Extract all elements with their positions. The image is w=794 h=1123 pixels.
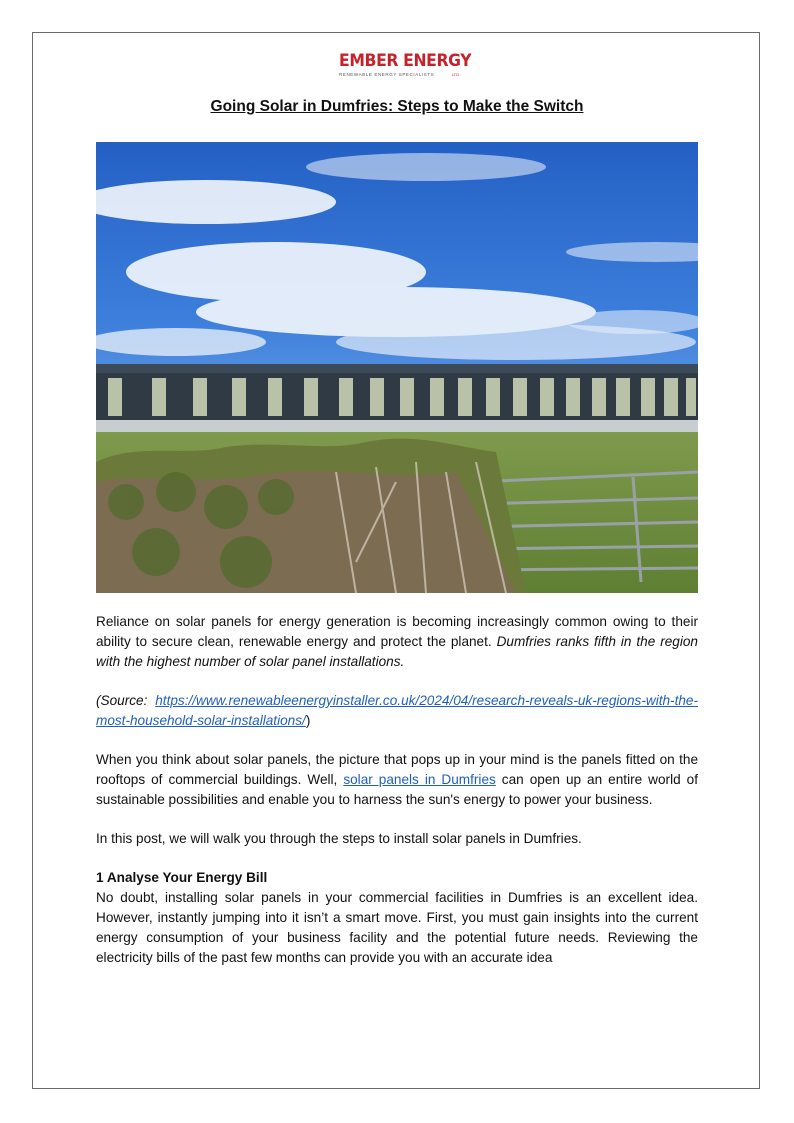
- section-one-text: No doubt, installing solar panels in your commercial facilities in Dumfries is an excellent idea. However, instantly jumping into it isn’t a smart move. First, you must gain insights into the current energy consumption of your business facility and the potential future needs. Reviewing the electricity bills of the past few months can provide you with an accurate idea: [96, 890, 698, 965]
- solar-panels-link[interactable]: solar panels in Dumfries: [343, 772, 496, 787]
- solar-barn-photo: [96, 142, 698, 593]
- hero-image: [96, 142, 698, 593]
- ember-energy-logo[interactable]: [337, 50, 472, 86]
- paragraph-two: When you think about solar panels, the picture that pops up in your mind is the panels fitted on the rooftops of commercial buildings. Well, solar panels in Dumfries can open up an entire world of sustainable possibilities and enable you to harness the sun's energy to power your business.: [96, 752, 698, 807]
- source-paragraph: (Source: https://www.renewableenergyinstaller.co.uk/2024/04/research-reveals-uk-regions-with-the-most-household-solar-installations/): [96, 693, 698, 728]
- article-body: [96, 612, 698, 968]
- logo-suffix: LTD: [451, 72, 459, 77]
- source-link[interactable]: https://www.renewableenergyinstaller.co.uk/2024/04/research-reveals-uk-regions-with-the-most-household-solar-installations/: [96, 693, 698, 728]
- logo-name: EMBER ENERGY: [339, 51, 472, 71]
- intro-emphasis: Dumfries ranks fifth in the region with the highest number of solar panel installations.: [96, 634, 698, 669]
- intro-paragraph: Reliance on solar panels for energy generation is becoming increasingly common owing to their ability to secure clean, renewable energy and protect the planet. Dumfries ranks fifth in the region with the highest number of solar panel installations.: [96, 614, 698, 669]
- paragraph-three: In this post, we will walk you through the steps to install solar panels in Dumfries.: [96, 831, 582, 846]
- page-title: Going Solar in Dumfries: Steps to Make the Switch: [210, 98, 584, 115]
- logo-tagline: RENEWABLE ENERGY SPECIALISTS: [339, 72, 435, 77]
- section-heading-analyse-bill: 1 Analyse Your Energy Bill: [96, 870, 268, 885]
